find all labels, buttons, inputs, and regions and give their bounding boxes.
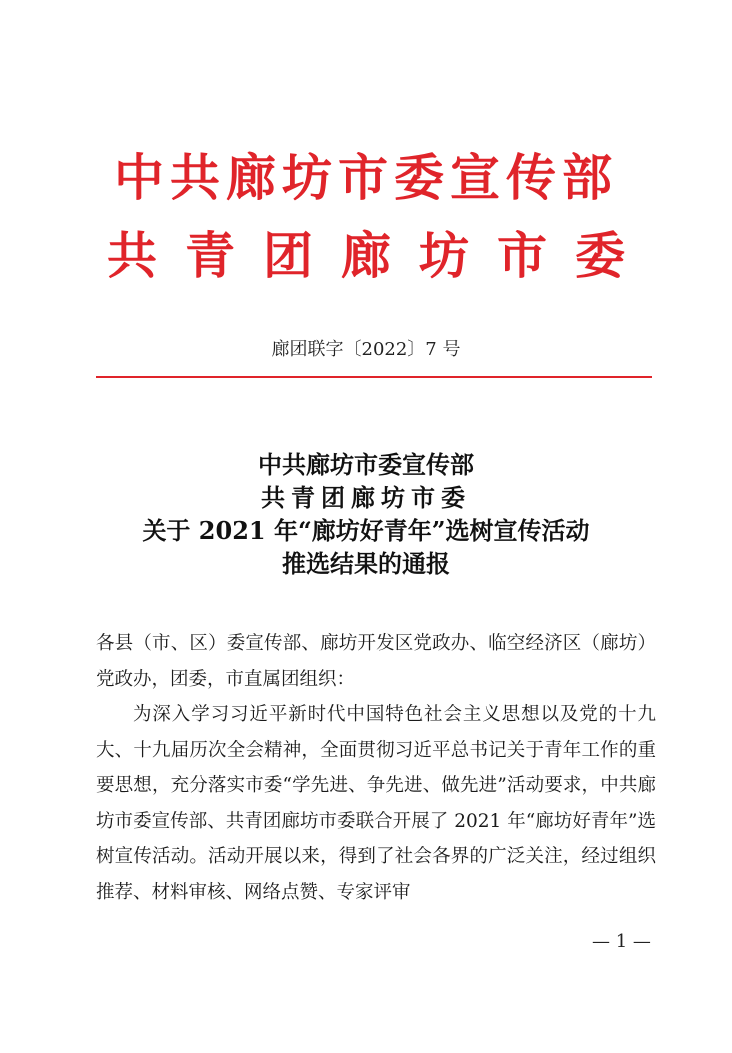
body-paragraph: 为深入学习习近平新时代中国特色社会主义思想以及党的十九大、十九届历次全会精神，全面贯彻习近平总书记关于青年工作的重要思想，充分落实市委“学先进、争先进、做先进”活动要求，中共廊坊市委宣传部、共青团廊坊市委联合开展了 2021 年“廊坊好青年”选树宣传活动。活动开展以来，得到了社会各界的广泛关注，经过组织推荐、材料审核、网络点赞、专家评审	[96, 704, 656, 903]
document-title	[0, 448, 732, 580]
red-header-line-1: 中共廊坊市委宣传部	[114, 148, 618, 207]
salutation: 各县（市、区）委宣传部、廊坊开发区党政办、临空经济区（廊坊）党政办，团委，市直属团组织：	[96, 633, 656, 690]
title-line-2: 共青团廊坊市委	[261, 483, 471, 512]
title-line-4: 推选结果的通报	[282, 549, 450, 578]
red-separator-line	[96, 376, 652, 378]
document-number: 廊团联字〔2022〕7 号	[271, 339, 461, 360]
page-number: — 1 —	[592, 931, 651, 952]
red-header-line-2: 共青团廊坊市委	[107, 226, 653, 285]
title-line-3: 关于 2021 年“廊坊好青年”选树宣传活动	[142, 516, 590, 545]
title-line-1: 中共廊坊市委宣传部	[258, 450, 474, 479]
